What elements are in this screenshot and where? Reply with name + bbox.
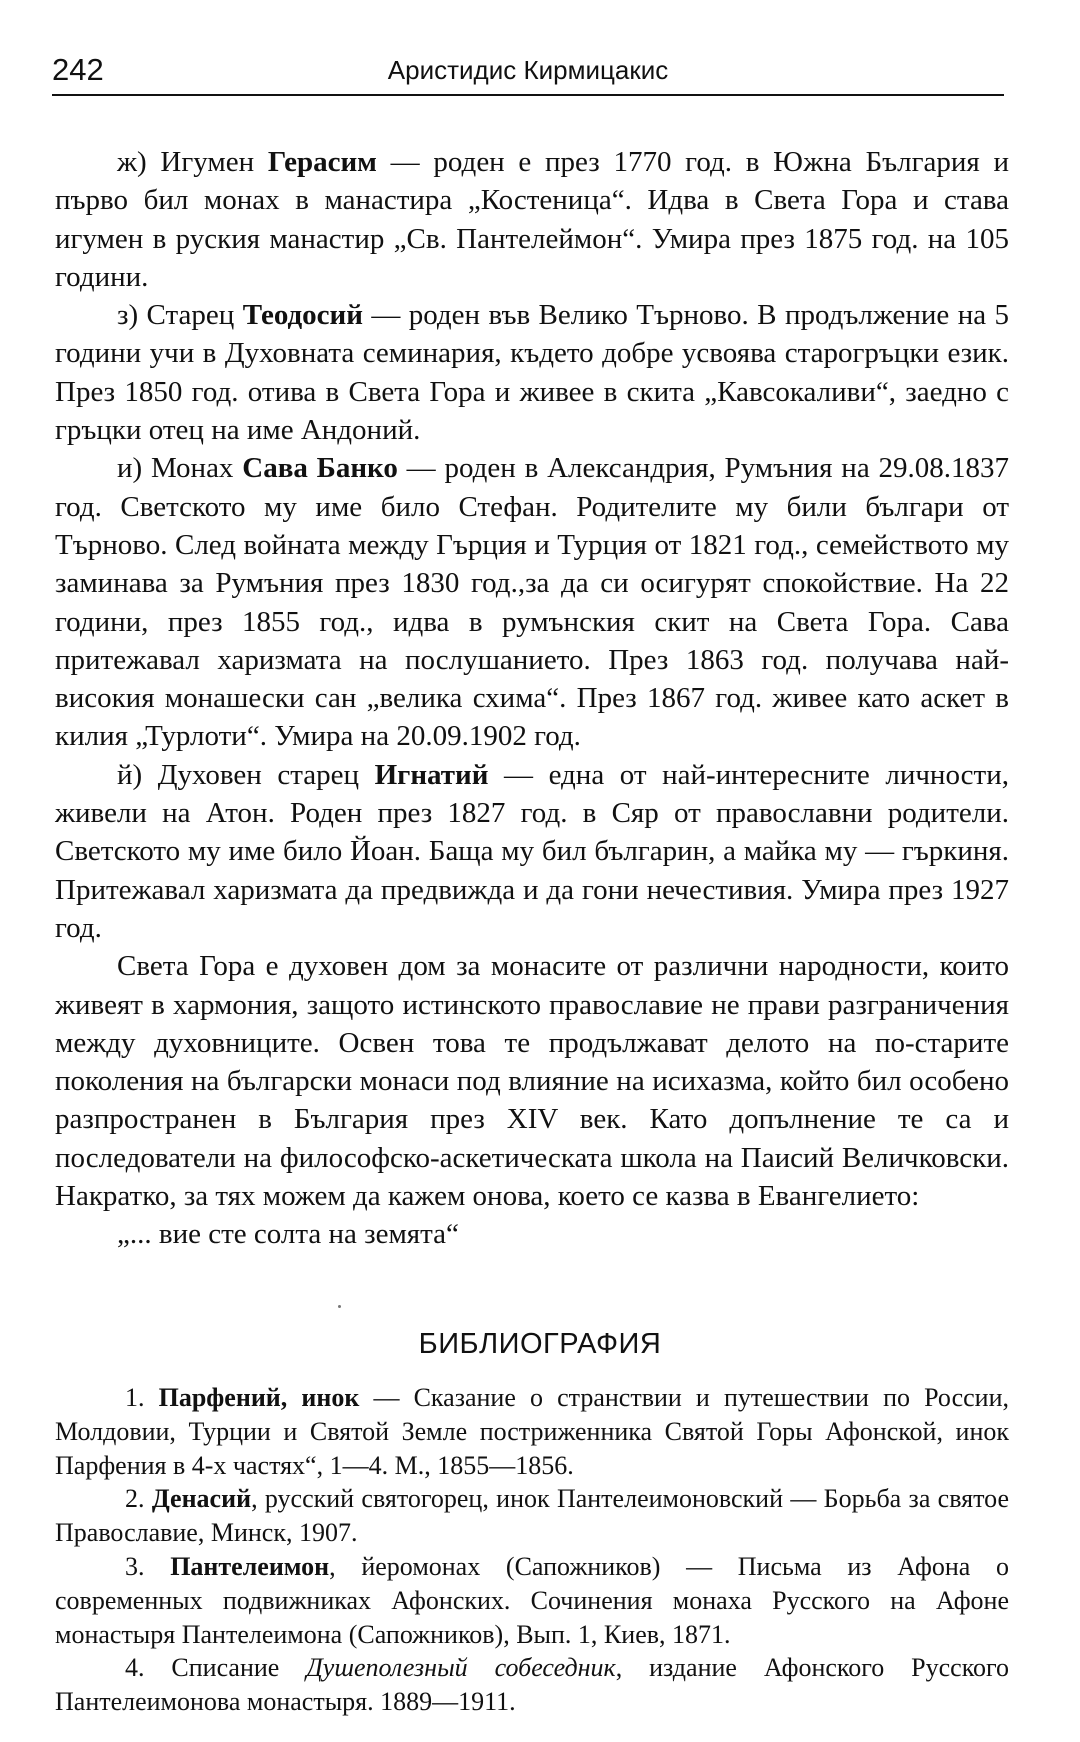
- gospel-quote: „... вие сте солта на земята“: [117, 1218, 459, 1251]
- entry-text: — роден във Велико Търново. В продължение на 5 години учи в Духовната семинария, където добре усвоява старогръцки език. През 1850 год. отива в Света Гора и живее в скита „Кавсокаливи“, заедно с гръцки отец на име Андоний.: [55, 299, 1010, 447]
- entry-lead: й) Духовен старец: [117, 758, 375, 791]
- closing-paragraph: Света Гора е духовен дом за монасите от различни народности, които живеят в хармония, защото истинското православие не прави разграничения между духовниците. Освен това те продължават делото на по-старите поколения на български монаси под влияние на исихазма, който бил особено разпространен в България през XIV век. Като допълнение те са и последователи на философско-аскетическата школа на Паисий Величковски. Накратко, за тях можем да кажем онова, което се казва в Евангелието:: [55, 950, 1009, 1213]
- bibliography-item: [55, 1651, 1009, 1719]
- entry-name: Теодосий: [242, 299, 363, 332]
- bib-text: , йеромонах (Сапожников) — Письма из Афона о современных подвижниках Афонских. Сочинения монаха Русского на Афоне монастыря Пантелеимона (Сапожников), Вып. 1, Киев, 1871.: [55, 1551, 1009, 1649]
- entry-lead: з) Старец: [117, 299, 243, 332]
- entry-text: — една от най-интересните личности, живели на Атон. Роден през 1827 год. в Сяр от православни родители. Светското му име било Йоан. Баща му бил българин, а майка му — гъркиня. Притежавал харизмата да предвижда и да гони нечестивия. Умира през 1927 год.: [55, 758, 1009, 944]
- bib-author: Денасий: [151, 1484, 252, 1514]
- bibliography-heading: БИБЛИОГРАФИЯ: [418, 1328, 662, 1360]
- entry-paragraph: [55, 296, 1009, 449]
- bib-author: Парфений, инок: [158, 1383, 360, 1412]
- entry-lead: и) Монах: [117, 452, 243, 485]
- entry-name: Игнатий: [374, 758, 489, 791]
- running-title: Аристидис Кирмицакис: [387, 55, 669, 85]
- bibliography-item: [55, 1482, 1009, 1550]
- entry-name: Сава Банко: [242, 452, 398, 485]
- bib-number: 1.: [125, 1383, 159, 1412]
- bibliography-item: [55, 1381, 1009, 1482]
- entry-name: Герасим: [267, 146, 377, 178]
- page-number: 242: [52, 52, 104, 87]
- page-header: [52, 50, 1004, 96]
- main-text: [55, 143, 1009, 1254]
- bib-author: Пантелеимон: [170, 1551, 330, 1581]
- decorative-dot: [338, 1305, 341, 1308]
- bib-text: , русский святогорец, инок Пантелеимоновский — Борьба за святое Православие, Минск, 1907.: [55, 1484, 1009, 1548]
- bib-text: — Сказание о странствии и путешествии по России, Молдовии, Турции и Святой Земле постриженника Святой Горы Афонской, инок Парфения в 4-х частях“, 1—4. М., 1855—1856.: [55, 1383, 1009, 1480]
- bibliography-item: [55, 1550, 1009, 1651]
- entry-lead: ж) Игумен: [117, 146, 268, 178]
- entry-text: — роден в Александрия, Румъния на 29.08.1837 год. Светското му име било Стефан. Родителите му били българи от Търново. След войната между Гърция и Турция от 1821 год., семейството му заминава за Румъния през 1830 год.,за да си осигурят спокойствие. На 22 години, през 1855 год., идва в румънския скит на Света Гора. Сава притежавал харизмата на послушанието. През 1863 год. получава най-високия монашески сан „велика схима“. През 1867 год. живее като аскет в килия „Турлоти“. Умира на 20.09.1902 год.: [55, 452, 1010, 753]
- bib-title: Душеполезный собеседник: [306, 1653, 616, 1683]
- entry-text: — роден е през 1770 год. в Южна България и първо бил монах в манастира „Костеница“. Идва в Света Гора и става игумен в руския манастир „Св. Пантелеймон“. Умира през 1875 год. на 105 години.: [55, 146, 1009, 293]
- bib-number: 4.: [125, 1653, 172, 1683]
- bib-number: 2.: [125, 1484, 152, 1514]
- entry-paragraph: [55, 449, 1009, 755]
- entry-paragraph: [55, 756, 1009, 947]
- bib-text: , издание Афонского Русского Пантелеимонова монастыря. 1889—1911.: [55, 1653, 1010, 1717]
- bib-number: 3.: [125, 1551, 171, 1581]
- bib-prefix: Списание: [171, 1653, 307, 1683]
- entry-paragraph: [55, 143, 1009, 296]
- bibliography-list: [55, 1381, 1009, 1719]
